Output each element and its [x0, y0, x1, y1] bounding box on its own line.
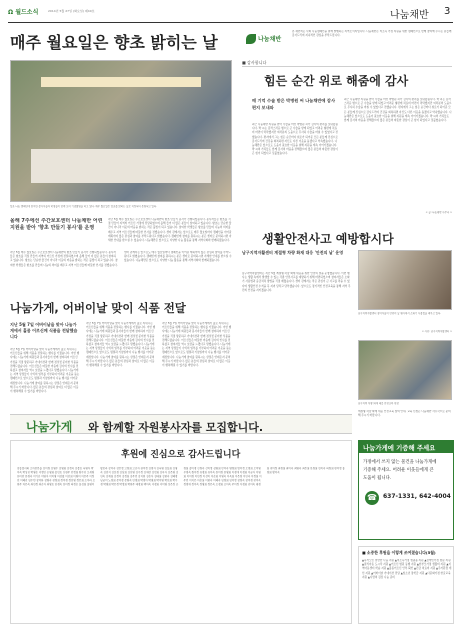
safety-body: 남구지역자활센터는 지난 5월 계절형 차량 화재 대응을 위한 안전의 날을 운영했습니다. 이번 행사는 생활 속에서 발생할 수 있는 각종 안전사고를 예방하기 위해 마련되었으며 참여자들은 소화기 사용법과 응급처치 방법을 직접 배웠습니다. 센터 관계자는 작은 관심이 큰 사고를 막을 수 있다며 생활안전 수칙을 꼭 지켜 달라고 당부했습니다. 앞으로도 정기적인 안전교육을 통해 지역 주민의 안전을 지키겠습니다.: [242, 272, 351, 292]
donation-section-label: ■ 감사합니다: [242, 60, 267, 65]
top-story-headline: 매주 월요일은 향초 밝히는 날: [10, 33, 218, 52]
badge-leaf-icon: [246, 34, 256, 44]
safety-headline: 생활안전사고 예방합시다: [262, 232, 394, 246]
donation-signature: < 글: 나눔채반 사무국 >: [425, 211, 452, 214]
collection-title: ■ 소중한 후원을 이렇게 쓰여졌습니다(5월): [362, 550, 436, 555]
photo-banner: [41, 77, 201, 87]
donation-body: 최근 나눔채반 지원을 받아 수술을 마친 박병원 씨가 감사의 편지를 보내왔습니다. 박 씨는 갑작스러운 병으로 큰 수술을 받게 되었고 어려운 형편에 치료비 마련이 막막했지만 여러분의 도움으로 무사히 수술을 마칠 수 있었다고 전했습니다. 편지에서 그는 힘든 순간마다 위로가 되어준 모든 분들께 진심으로 감사드리며 건강을 회복하면 자신도 다른 이웃을 돕겠다고 약속했습니다. 나눔채반은 앞으로도 도움이 필요한 이웃을 위해 지원을 계속 이어가겠습니다. 박 씨의 가족들도 함께 감사의 마음을 전해왔으며 많은 분들의 따뜻한 관심이 큰 힘이 되었다고 덧붙였습니다.: [252, 123, 338, 156]
top-story-photo-caption: 향초 나눔 캠페인에 참여한 봉사자들과 학생들이 함께 모여 기념촬영을 하고 있다. 매주 월요일은 향초를 밝히는 날로 지정되어 운영되고 있다.: [10, 205, 157, 208]
donate-line-2: 기증해 주세요. 어려운 이웃들에게 큰: [363, 468, 434, 473]
side-notice-text: 계절형 차량 화재 대응 안전교육 참여 안내. 교육 신청은 나눔채반 사무국으로 문의해 주시기 바랍니다.: [358, 410, 451, 418]
header-rule: [8, 22, 453, 23]
donate-phone[interactable]: 637-1331, 642-4004: [383, 493, 451, 500]
side-notice-photo: [358, 340, 452, 400]
donation-rule: [242, 66, 452, 67]
donation-body-col2: 최근 나눔채반 지원을 받아 수술을 마친 박병원 씨가 감사의 편지를 보내왔습니다. 박 씨는 갑작스러운 병으로 큰 수술을 받게 되었고 어려운 형편에 치료비 마련이 막막했지만 여러분의 도움으로 무사히 수술을 마칠 수 있었다고 전했습니다. 편지에서 그는 힘든 순간마다 위로가 되어준 모든 분들께 진심으로 감사드리며 건강을 회복하면 자신도 다른 이웃을 돕겠다고 약속했습니다. 나눔채반은 앞으로도 도움이 필요한 이웃을 위해 지원을 계속 이어가겠습니다. 박 씨의 가족들도 함께 감사의 마음을 전해왔으며 많은 분들의 따뜻한 관심이 큰 힘이 되었다고 덧붙였습니다.: [344, 98, 452, 123]
collection-box: [358, 546, 454, 624]
safety-signature: < 사진: 남구지역자활센터 >: [421, 330, 452, 333]
donation-headline: 힘든 순간 위로 해줌에 감사: [264, 74, 409, 88]
store-headline: 나눔가게, 어버이날 맞이 식품 전달: [10, 301, 186, 315]
top-story-photo: [10, 60, 232, 202]
safety-lead: 남구지역자활센터 계절형 차량 화재 대응 '안전의 날' 운영: [242, 250, 344, 255]
donate-line-3: 도움이 됩니다.: [363, 476, 392, 481]
store-lead: 지난 5월 7일 어버이날을 맞아 나눔가게에서 홀몸 어르신께 식품을 전달했습니다: [10, 322, 78, 339]
recruit-banner: [10, 414, 352, 434]
donation-lead: 매 기억 수술 받은 박병원 씨 나눔채반에 감사 편지 보내와: [252, 98, 336, 110]
store-body-col3: 지난 5월 7일 어버이날을 맞아 나눔가게에서 홀로 지내시는 어르신들을 위해 식품을 전달하는 행사를 가졌습니다. 이번 행사에는 나눔가게 회원들과 봉사자들이 함께 참여하여 어르신 가정을 직접 방문하고 카네이션과 함께 정성껏 준비한 식품을 전해드렸습니다. 어르신들은 따뜻한 마음에 감사의 인사를 전하셨고 참여자들 역시 보람을 느꼈다고 말했습니다. 나눔가게는 지역 상점들이 수익의 일부를 기부하여 어려운 이웃을 돕는 캠페인으로 앞으로도 명절과 기념일마다 나눔 행사를 이어갈 예정입니다. 나눔가게 참여를 원하시는 상점은 언제든지 문의해 주시기 바랍니다. 많은 분들의 관심과 참여로 더 많은 이웃이 행복해질 수 있기를 바랍니다.: [162, 322, 232, 368]
nanum-badge: [246, 32, 288, 46]
safety-photo: [358, 250, 452, 310]
thanks-title: 후원에 진심으로 감사드립니다: [121, 450, 241, 460]
section-title: 나눔채반: [390, 10, 429, 21]
top-story-subhead: 올해 7주에선 주간보호센터 나눔채반 어린 지원을 받아 '향초 만들기 봉사'를 운영: [10, 218, 103, 231]
side-notice-caption: 남구지역 차량 화재 대응 안전교육 현장: [358, 402, 399, 405]
badge-description: 본 채반지는 사회 나눔캠페인을 위해 발행되는 지역소식지입니다. 나눔채반은 저소득 가정 지원을 위한 캠페인으로 함께 참여해 주시는 분들께 감사드리며 지속적인 관심을 부탁드립니다.: [292, 30, 452, 38]
top-story-body-col2: 지난 5월 매주 월요일은 주간보호센터 나눔채반의 향초 만들기 봉사가 진행되었습니다. 봉사자들은 향초를 직접 만들어 지역의 어르신 가정에 전달하였으며 올해 들어 더 많은 분들이 참여하고 있습니다. 향초는 단순한 물건이 아니라 이웃의 마음을 밝히는 작은 불빛이 되고 있습니다. 참여한 학생들은 향초를 만들며 나눔의 의미를 배우고 지역 어르신들께 따뜻한 인사를 전했습니다. 센터 관계자는 앞으로도 매주 월요일마다 캠페인을 이어갈 계획이며 많은 관심과 참여를 부탁드린다고 밝혔습니다. 캠페인에 참여를 원하시는 분은 센터로 문의하시면 자세한 안내를 받으실 수 있습니다. 나눔채반은 앞으로도 다양한 나눔 활동을 통해 지역사회와 함께하겠습니다.: [108, 218, 232, 243]
phone-icon: ☎: [365, 491, 379, 505]
store-body-col2: 지난 5월 7일 어버이날을 맞아 나눔가게에서 홀로 지내시는 어르신들을 위해 식품을 전달하는 행사를 가졌습니다. 이번 행사에는 나눔가게 회원들과 봉사자들이 함께 참여하여 어르신 가정을 직접 방문하고 카네이션과 함께 정성껏 준비한 식품을 전해드렸습니다. 어르신들은 따뜻한 마음에 감사의 인사를 전하셨고 참여자들 역시 보람을 느꼈다고 말했습니다. 나눔가게는 지역 상점들이 수익의 일부를 기부하여 어려운 이웃을 돕는 캠페인으로 앞으로도 명절과 기념일마다 나눔 행사를 이어갈 예정입니다. 나눔가게 참여를 원하시는 상점은 언제든지 문의해 주시기 바랍니다. 많은 분들의 관심과 참여로 더 많은 이웃이 행복해질 수 있기를 바랍니다.: [86, 322, 156, 368]
photo-table: [31, 149, 211, 183]
thanks-box: [10, 440, 352, 624]
newspaper-logo: Ω 월드소식: [8, 9, 39, 16]
badge-label: 나눔채반: [258, 36, 282, 43]
recruit-highlight: 나눔가게: [26, 420, 73, 434]
issue-date: 2014년 5월 27일 (화요일) 제40호: [48, 9, 95, 13]
donate-line-1: 가정에서 쓰지 않는 물건을 나눔가게에: [363, 460, 437, 465]
store-body: 지난 5월 7일 어버이날을 맞아 나눔가게에서 홀로 지내시는 어르신들을 위해 식품을 전달하는 행사를 가졌습니다. 이번 행사에는 나눔가게 회원들과 봉사자들이 함께 참여하여 어르신 가정을 직접 방문하고 카네이션과 함께 정성껏 준비한 식품을 전해드렸습니다. 어르신들은 따뜻한 마음에 감사의 인사를 전하셨고 참여자들 역시 보람을 느꼈다고 말했습니다. 나눔가게는 지역 상점들이 수익의 일부를 기부하여 어려운 이웃을 돕는 캠페인으로 앞으로도 명절과 기념일마다 나눔 행사를 이어갈 예정입니다. 나눔가게 참여를 원하시는 상점은 언제든지 문의해 주시기 바랍니다. 많은 분들의 관심과 참여로 더 많은 이웃이 행복해질 수 있기를 바랍니다.: [10, 348, 80, 394]
thanks-list: 강동봉사회 고마운분들 김미경 김영수 김영희 김정숙 김종호 나영자 박미숙 박성진 박영순 서정민 손명희 송민호 신현주 안정희 양수진 오세영 유미란 윤경숙 이기순 이명자 이미영 이상철 이선희 이영미 이은주 이정민 이혜진 임수빈 장미화 장영숙 전경희 정미경 정선영 정은희 조미라 조현주 차은숙 최민정 최순자 최영호 한경숙 한미정 허정순 홍성희 홍영미 황보라 강미숙 강은정 고경희 고순자 권미정 김경자 김나영 김동희 김명숙 김민지 김보경 김상희 김선영 김수정 김애란 김연희 김옥자 김은영 김인숙 김재희 김정미 김정희 김주연 김지현 김춘자 김태희 김현숙 김혜경 남궁미 노경희 문미경 문영숙 민경희 박경아 박명희 박미영 박선희 박수경 박영희 박은정 박정희 박현주 배경희 백미숙 서경희 서미영 성은정 손경희 송미경 신경숙 신미정 심영희 안미숙 양경희 엄미정 오경희 오미영 우경숙 원미정 유경희 유미숙 윤미경 윤영희 이경애 이경희 이금자 이명희 이미경 이민정 이선미 이순희 이영숙 이옥희 이은경 이인숙 이정희 이주연 이지은 이춘희 이현숙 이혜숙 임경희 임미정 장경숙 장미경 전미숙 정경애 정미숙 정영희 정은숙 조경희 조미숙 주미정 지경희 진미숙 채경희 천미정 최경희 최미숙 최영숙 최은희 한경희 한미숙 허경희 현미정 홍경희 황미숙: [17, 467, 345, 487]
recruit-text: 와 함께할 자원봉사자를 모집합니다.: [88, 421, 264, 434]
collection-body: ▲독거노인 밑반찬 나눔 지원 ▲저소득가정 생필품 지원 ▲장애인가정 방문 지원 ▲결식아동 도시락 지원 ▲어르신 병원 동행 지원 ▲한부모가정 생활비 지원 ▲지역아동센터 학습 지원 ▲홀몸어르신 안부 확인 ▲긴급 의료비 지원 ▲주거환경 개선 지원 ▲어버이날 카네이션 전달 ▲청소년 장학금 지원 ▲다문화가정 한글교육 지원 ▲사랑의 김장 나눔 준비: [362, 559, 452, 579]
top-story-body: 지난 5월 매주 월요일은 주간보호센터 나눔채반의 향초 만들기 봉사가 진행되었습니다. 봉사자들은 향초를 직접 만들어 지역의 어르신 가정에 전달하였으며 올해 들어 더 많은 분들이 참여하고 있습니다. 향초는 단순한 물건이 아니라 이웃의 마음을 밝히는 작은 불빛이 되고 있습니다. 참여한 학생들은 향초를 만들며 나눔의 의미를 배우고 지역 어르신들께 따뜻한 인사를 전했습니다. 센터 관계자는 앞으로도 매주 월요일마다 캠페인을 이어갈 계획이며 많은 관심과 참여를 부탁드린다고 밝혔습니다. 캠페인에 참여를 원하시는 분은 센터로 문의하시면 자세한 안내를 받으실 수 있습니다. 나눔채반은 앞으로도 다양한 나눔 활동을 통해 지역사회와 함께하겠습니다.: [10, 251, 232, 267]
donate-panel: [358, 440, 454, 540]
page-header: [8, 6, 453, 22]
safety-photo-caption: 남구지역자활센터 참여자들이 안전의 날 행사에서 소화기 사용법을 배우고 있다.: [358, 312, 442, 315]
donate-title: 나눔가게에 기증해 주세요: [363, 444, 436, 452]
page-number: 3: [444, 6, 451, 17]
